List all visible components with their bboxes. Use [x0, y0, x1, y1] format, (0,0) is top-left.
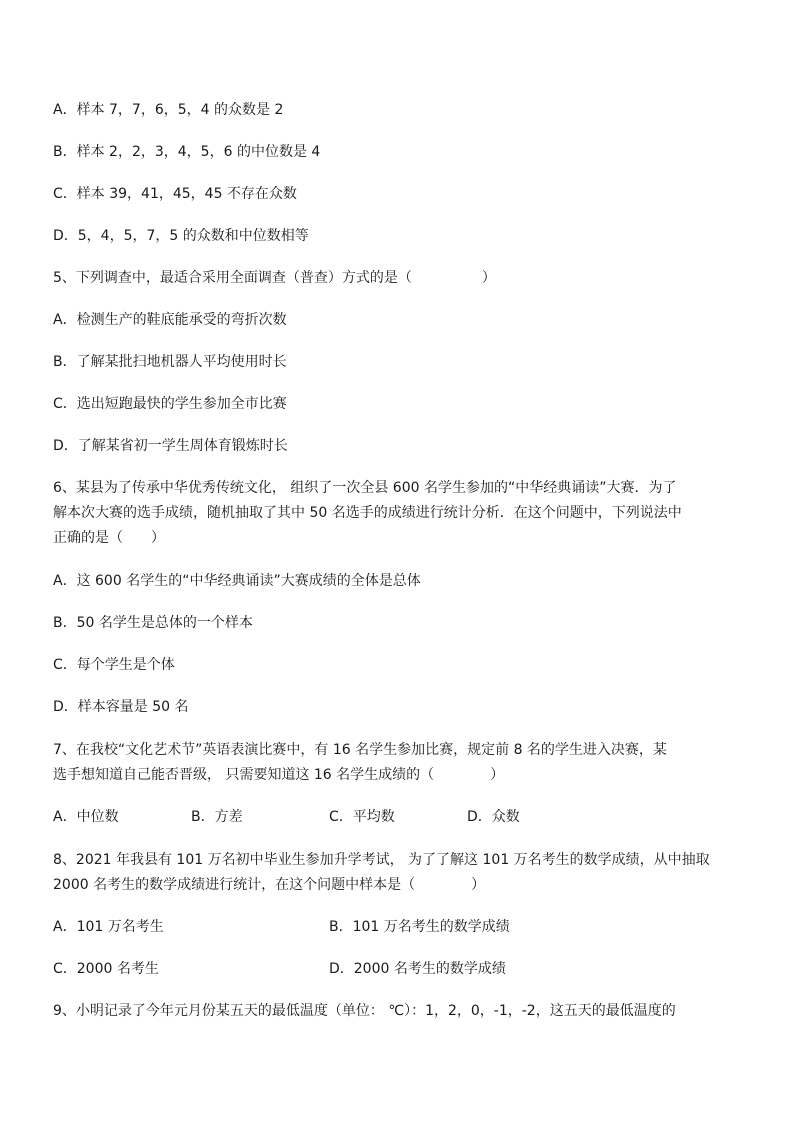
q8-option-c: C．2000 名考生	[53, 961, 159, 977]
q6-stem-line1: 6、某县为了传承中华优秀传统文化， 组织了一次全县 600 名学生参加的“中华经典诵读”大赛．为了	[53, 480, 677, 496]
q7-option-a: A．中位数	[53, 809, 119, 825]
q5-option-c: C．选出短跑最快的学生参加全市比赛	[53, 396, 287, 412]
q8-option-b: B．101 万名考生的数学成绩	[329, 919, 510, 935]
q7-option-b: B．方差	[191, 809, 243, 825]
q8-stem-line1: 8、2021 年我县有 101 万名初中毕业生参加升学考试， 为了了解这 101 万名考生的数学成绩，从中抽取	[53, 852, 710, 868]
q5-option-a: A．检测生产的鞋底能承受的弯折次数	[53, 312, 287, 328]
q5-stem: 5、下列调查中，最适合采用全面调查（普查）方式的是（ ）	[53, 270, 496, 286]
q6-option-b: B．50 名学生是总体的一个样本	[53, 615, 253, 631]
q6-option-d: D．样本容量是 50 名	[53, 699, 189, 715]
q5-option-d: D．了解某省初一学生周体育锻炼时长	[53, 438, 288, 454]
q6-option-c: C．每个学生是个体	[53, 657, 175, 673]
q4-option-b: B．样本 2，2，3，4，5，6 的中位数是 4	[53, 144, 321, 160]
q4-option-c: C．样本 39，41，45，45 不存在众数	[53, 186, 297, 202]
q7-stem-line2: 选手想知道自己能否晋级， 只需要知道这 16 名学生成绩的（ ）	[53, 767, 505, 783]
q7-stem-line1: 7、在我校“文化艺术节”英语表演比赛中，有 16 名学生参加比赛，规定前 8 名的学生进入决赛，某	[53, 742, 667, 758]
q7-option-d: D．众数	[467, 809, 520, 825]
q7-option-c: C．平均数	[329, 809, 395, 825]
q8-stem-line2: 2000 名考生的数学成绩进行统计，在这个问题中样本是（ ）	[53, 877, 486, 893]
q4-option-a: A．样本 7，7，6，5，4 的众数是 2	[53, 102, 284, 118]
q4-option-d: D．5，4，5，7，5 的众数和中位数相等	[53, 228, 309, 244]
q8-option-d: D．2000 名考生的数学成绩	[329, 961, 506, 977]
q6-option-a: A．这 600 名学生的“中华经典诵读”大赛成绩的全体是总体	[53, 573, 421, 589]
q9-stem-line1: 9、小明记录了今年元月份某五天的最低温度（单位： ℃）：1，2，0，-1，-2，这五天的最低温度的	[53, 1003, 676, 1019]
q6-stem-line2: 解本次大赛的选手成绩，随机抽取了其中 50 名选手的成绩进行统计分析．在这个问题中，下列说法中	[53, 505, 682, 521]
q6-stem-line3: 正确的是（ ）	[53, 530, 165, 546]
q5-option-b: B．了解某批扫地机器人平均使用时长	[53, 354, 287, 370]
q8-option-a: A．101 万名考生	[53, 919, 164, 935]
